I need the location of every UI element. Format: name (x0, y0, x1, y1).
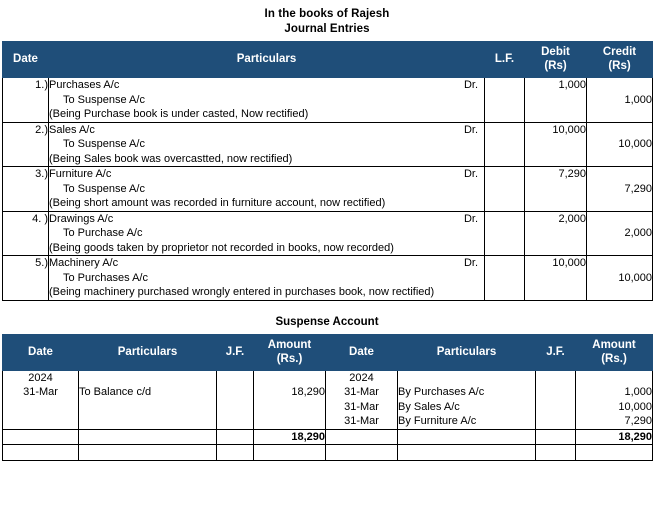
journal-debit-account: Purchases A/c (49, 79, 120, 91)
heading-line-journal-entries: Journal Entries (284, 23, 370, 35)
journal-credit-amount: 1,000 (624, 93, 652, 106)
journal-narration: (Being machinery purchased wrongly entered in purchases book, now rectified) (49, 286, 435, 298)
suspense-amount-debit-unit: (Rs.) (276, 352, 303, 365)
journal-credit-amount: 10,000 (618, 271, 652, 284)
document-heading (0, 0, 654, 41)
dr-marker: Dr. (463, 123, 478, 136)
journal-debit-amount-cell (525, 78, 587, 123)
suspense-account-table (2, 334, 653, 461)
table-row (3, 122, 653, 167)
dr-marker: Dr. (463, 257, 478, 269)
heading-line-books-of: In the books of Rajesh (264, 8, 390, 20)
journal-debit-amount-cell (525, 122, 587, 167)
suspense-amount-credit-unit: (Rs.) (601, 352, 627, 365)
suspense-total-date-credit-cell (326, 429, 398, 445)
suspense-credit-date: 31-Mar (344, 386, 379, 398)
dr-marker: Dr. (463, 168, 478, 180)
journal-debit-amount-cell (525, 256, 587, 301)
journal-lf-cell (485, 78, 525, 123)
suspense-credit-jf-cell (536, 370, 576, 429)
journal-credit-account: To Purchase A/c (63, 227, 143, 239)
suspense-credit-particulars: By Sales A/c (398, 400, 460, 413)
suspense-credit-date: 31-Mar (344, 400, 379, 413)
journal-entry-no: 5.) (3, 256, 49, 301)
suspense-col-amount-credit (576, 334, 653, 370)
journal-credit-amount: 10,000 (618, 138, 652, 150)
journal-col-particulars: Particulars (49, 42, 485, 78)
journal-credit-amount-cell (587, 167, 653, 212)
journal-narration: (Being Purchase book is under casted, Now rectified) (49, 108, 309, 120)
journal-header-row (3, 42, 653, 78)
journal-narration: (Being goods taken by proprietor not recorded in books, now recorded) (49, 241, 394, 254)
suspense-amount-debit-label: Amount (267, 338, 312, 351)
journal-debit-amount: 7,290 (558, 168, 586, 180)
journal-col-credit-label: Credit (602, 46, 637, 58)
suspense-col-jf-debit: J.F. (217, 334, 254, 370)
suspense-credit-date-cell (326, 370, 398, 429)
suspense-account-title: Suspense Account (275, 315, 379, 328)
journal-entry-no: 2.) (3, 122, 49, 167)
suspense-empty-cell (217, 445, 254, 461)
journal-entry-no: 3.) (3, 167, 49, 212)
suspense-empty-cell (576, 445, 653, 461)
journal-credit-amount-cell (587, 78, 653, 123)
journal-debit-account: Sales A/c (49, 123, 95, 136)
journal-col-debit-label: Debit (541, 46, 570, 58)
suspense-credit-particulars: By Furniture A/c (398, 415, 477, 427)
suspense-col-date-credit: Date (326, 334, 398, 370)
suspense-credit-amount: 10,000 (618, 400, 652, 413)
journal-col-credit (587, 42, 653, 78)
journal-narration: (Being short amount was recorded in furniture account, now rectified) (49, 197, 386, 209)
journal-debit-account: Machinery A/c (49, 257, 119, 269)
suspense-debit-date-cell (3, 370, 79, 429)
suspense-total-credit: 18,290 (576, 429, 653, 445)
table-row (3, 256, 653, 301)
suspense-empty-cell (3, 445, 79, 461)
suspense-debit-particulars-cell (79, 370, 217, 429)
journal-entry-particulars (49, 167, 485, 212)
suspense-credit-year: 2024 (349, 371, 374, 384)
suspense-total-particulars-debit-cell (79, 429, 217, 445)
suspense-col-particulars-credit: Particulars (398, 334, 536, 370)
journal-debit-account: Furniture A/c (49, 168, 112, 180)
journal-credit-amount-cell (587, 256, 653, 301)
journal-debit-amount: 1,000 (558, 79, 586, 91)
suspense-col-particulars-debit: Particulars (79, 334, 217, 370)
suspense-total-jf-debit-cell (217, 429, 254, 445)
journal-entry-particulars (49, 122, 485, 167)
suspense-empty-cell (254, 445, 326, 461)
journal-debit-amount-cell (525, 211, 587, 256)
suspense-credit-amount: 1,000 (624, 386, 652, 398)
suspense-total-debit: 18,290 (254, 429, 326, 445)
journal-lf-cell (485, 167, 525, 212)
suspense-credit-amount-cell (576, 370, 653, 429)
journal-debit-amount: 10,000 (552, 123, 586, 136)
journal-debit-amount: 2,000 (558, 212, 586, 225)
suspense-empty-cell (398, 445, 536, 461)
suspense-table-header (3, 334, 653, 370)
journal-entry-particulars (49, 78, 485, 123)
journal-col-debit-unit: (Rs) (544, 60, 567, 72)
journal-lf-cell (485, 211, 525, 256)
journal-lf-cell (485, 122, 525, 167)
suspense-credit-particulars-cell (398, 370, 536, 429)
suspense-header-row (3, 334, 653, 370)
table-row (3, 370, 653, 429)
journal-col-date: Date (3, 42, 49, 78)
journal-col-credit-unit: (Rs) (608, 60, 631, 72)
journal-entry-particulars (49, 256, 485, 301)
suspense-table-body (3, 370, 653, 460)
journal-credit-account: To Suspense A/c (63, 138, 145, 150)
suspense-empty-cell (326, 445, 398, 461)
journal-credit-account: To Suspense A/c (63, 182, 145, 195)
suspense-debit-amount-cell (254, 370, 326, 429)
journal-col-debit (525, 42, 587, 78)
suspense-amount-credit-label: Amount (592, 338, 636, 351)
journal-debit-amount: 10,000 (552, 257, 586, 269)
table-row (3, 167, 653, 212)
journal-narration: (Being Sales book was overcastted, now rectified) (49, 152, 293, 165)
journal-debit-account: Drawings A/c (49, 212, 114, 225)
suspense-credit-amount: 7,290 (624, 415, 652, 427)
dr-marker: Dr. (463, 79, 478, 91)
journal-entry-no: 4. ) (3, 211, 49, 256)
suspense-empty-cell (79, 445, 217, 461)
suspense-col-date-debit: Date (3, 334, 79, 370)
suspense-total-row (3, 429, 653, 445)
suspense-col-amount-debit (254, 334, 326, 370)
suspense-credit-date: 31-Mar (344, 415, 379, 427)
suspense-total-jf-credit-cell (536, 429, 576, 445)
suspense-empty-row (3, 445, 653, 461)
suspense-debit-particulars: To Balance c/d (79, 386, 152, 398)
suspense-col-jf-credit: J.F. (536, 334, 576, 370)
journal-credit-account: To Suspense A/c (63, 93, 145, 106)
suspense-debit-jf-cell (217, 370, 254, 429)
suspense-empty-cell (536, 445, 576, 461)
journal-table-header (3, 42, 653, 78)
journal-debit-amount-cell (525, 167, 587, 212)
dr-marker: Dr. (463, 212, 478, 225)
journal-table-body (3, 78, 653, 301)
journal-credit-amount: 7,290 (624, 182, 652, 195)
journal-col-lf: L.F. (485, 42, 525, 78)
suspense-debit-amount: 18,290 (291, 386, 325, 398)
suspense-debit-year: 2024 (28, 371, 53, 384)
journal-credit-account: To Purchases A/c (63, 271, 148, 284)
suspense-debit-date: 31-Mar (23, 386, 58, 398)
journal-credit-amount-cell (587, 211, 653, 256)
suspense-total-particulars-credit-cell (398, 429, 536, 445)
journal-credit-amount-cell (587, 122, 653, 167)
journal-entries-table (2, 41, 653, 301)
journal-entry-no: 1.) (3, 78, 49, 123)
suspense-total-date-debit-cell (3, 429, 79, 445)
journal-lf-cell (485, 256, 525, 301)
suspense-credit-particulars: By Purchases A/c (398, 386, 485, 398)
table-row (3, 78, 653, 123)
journal-entry-particulars (49, 211, 485, 256)
journal-credit-amount: 2,000 (624, 227, 652, 239)
table-row (3, 211, 653, 256)
